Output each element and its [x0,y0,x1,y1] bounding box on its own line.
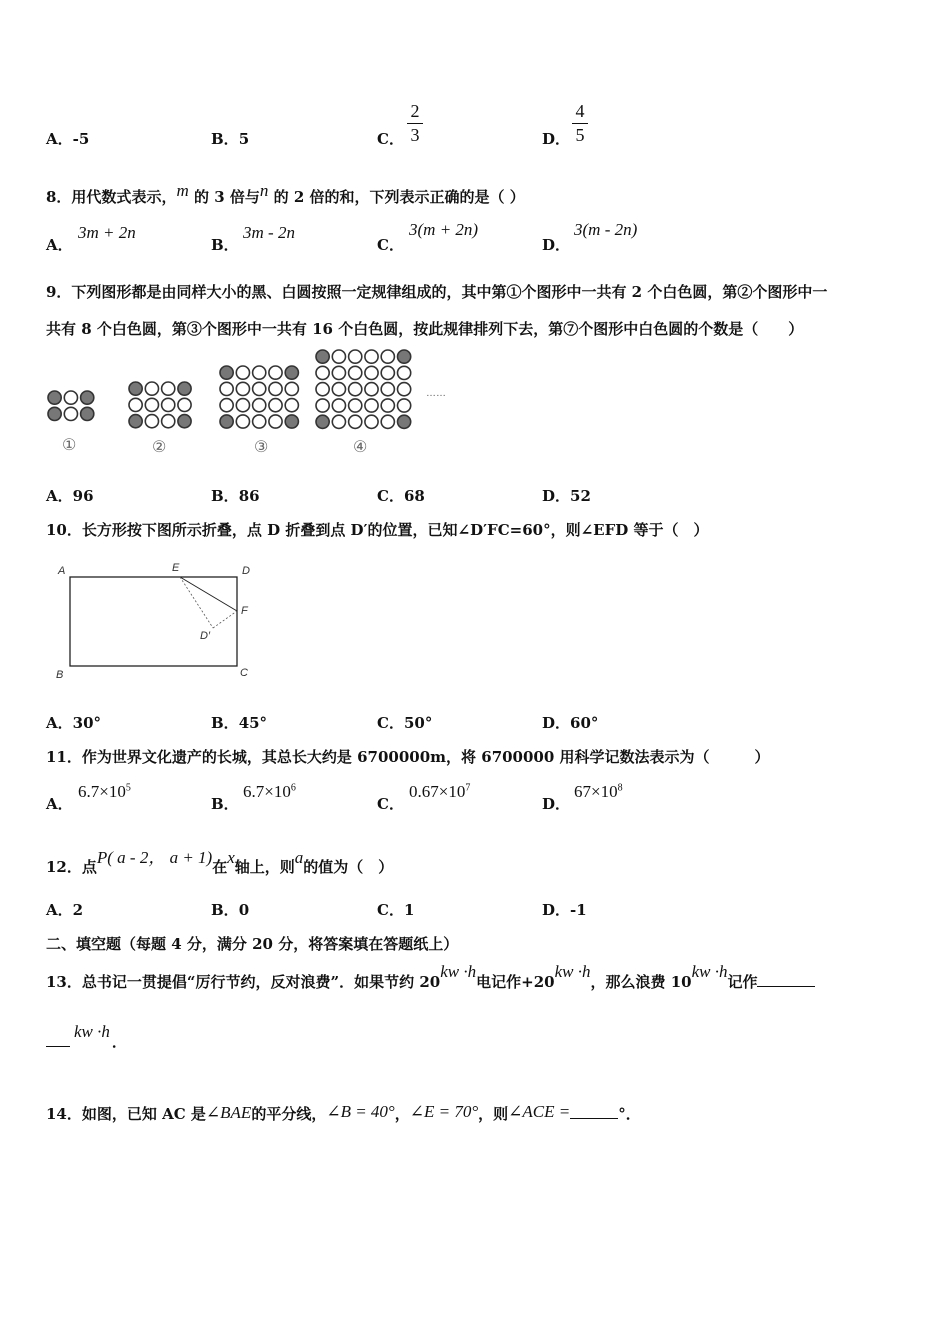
figure-4-circle [316,350,329,363]
q7-option-d-label: D． [542,130,571,148]
figure-2-circle [145,398,158,411]
fold-line-ef [180,577,237,611]
figure-3-circle [220,415,233,428]
figure-3-circle [285,382,298,395]
figure-4-circle [316,415,329,428]
figure-4-circle [365,399,378,412]
q10-option-c: C．50° [377,714,433,732]
figure-3-circle [220,366,233,379]
figure-4-circle [349,399,362,412]
figure-3-circle [269,366,282,379]
figure-4-circle [398,415,411,428]
q8-stem: 8．用代数式表示，m 的 3 倍与n 的 2 倍的和，下列表示正确的是（ ） [46,181,525,206]
q8-option-a-label: A． [46,236,73,254]
section-2-title: 二、填空题（每题 4 分，满分 20 分，将答案填在答题纸上） [46,935,459,953]
point-e-label: E [172,562,180,574]
q7-option-a: A．-5 [46,130,90,148]
q9-option-a: A．96 [46,487,94,505]
figure-4-circle [381,399,394,412]
q13-stem: 13．总书记一贯提倡“厉行节约，反对浪费”．如果节约 20kw ·h电记作+20kw ·h，那么浪费 10kw ·h记作 [46,971,815,992]
q13-answer-blank-cont [46,1046,70,1047]
figure-4-circle [365,383,378,396]
figure-3-circle [236,382,249,395]
q11-option-d-label: D． [542,795,571,813]
q9-option-d: D．52 [542,487,591,505]
q13-answer-blank [757,986,815,987]
figure-2-circle [129,398,142,411]
figure-3-circle [220,382,233,395]
q7-option-d-fraction: 4 5 [572,101,588,146]
figure-label-1: ① [62,437,77,454]
figure-4-circle [365,366,378,379]
q7-option-c-fraction: 2 3 [407,101,423,146]
figure-ellipsis: …… [426,388,446,399]
figure-4-circle [332,383,345,396]
q11-option-b-expr: $6.7\times 10^6$ [243,782,296,801]
point-a-label: A [58,565,66,577]
q12-option-c: C．1 [377,901,415,919]
q12-option-d: D．-1 [542,901,587,919]
circle-patterns [48,350,411,428]
figure-4-circle [381,415,394,428]
figure-3-circle [269,399,282,412]
q8-option-d-expr: 3(m - 2n) [574,220,638,239]
figure-4-circle [381,350,394,363]
q11-stem: 11．作为世界文化遗产的长城，其总长大约是 6700000m，将 6700000 用科学记数法表示为（ ） [46,748,770,766]
figure-3-circle [236,366,249,379]
figure-1-circle [48,407,61,420]
figure-3-circle [285,366,298,379]
figure-3-circle [253,399,266,412]
q10-stem: 10．长方形按下图所示折叠，点 D 折叠到点 D′的位置，已知∠D′FC=60°，则∠EFD 等于（ ） [46,521,709,539]
figure-4-circle [398,399,411,412]
q9-stem-line2: 共有 8 个白色圆，第③个图形中一共有 16 个白色圆，按此规律排列下去，第⑦个图形中白色圆的个数是（ ） [46,320,804,338]
q8-option-a-expr: 3m + 2n [78,223,136,242]
figure-3-circle [236,415,249,428]
q14-answer-blank [570,1118,618,1119]
figure-4-circle [332,399,345,412]
figure-4-circle [332,350,345,363]
q13-stem-continued: kw ·h． [46,1031,127,1052]
q10-rectangle-figure [50,556,270,686]
q9-circle-figures [40,340,470,465]
figure-1-circle [48,391,61,404]
figure-4-circle [349,415,362,428]
q10-option-a: A．30° [46,714,102,732]
q11-option-c-expr: $0.67\times 10^7$ [409,782,471,801]
q12-point: P( a - 2， a + 1) [96,848,213,867]
figure-label-2: ② [152,439,167,456]
figure-4-circle [316,383,329,396]
figure-4-circle [398,350,411,363]
q11-option-a-expr: $6.7\times 10^5$ [78,782,131,801]
figure-4-circle [316,399,329,412]
figure-label-4: ④ [353,439,368,456]
q11-option-a-label: A． [46,795,73,813]
q9-option-b: B．86 [211,487,260,505]
point-b-label: B [56,669,64,681]
figure-2-circle [145,415,158,428]
q11-option-b-label: B． [211,795,239,813]
figure-3-circle [285,415,298,428]
fold-edge-df [213,611,237,628]
figure-1-circle [64,407,77,420]
figure-4-circle [332,415,345,428]
figure-4-circle [381,383,394,396]
rectangle-abcd [70,577,237,666]
q12-stem: 12．点P( a - 2， a + 1)在x轴上，则a的值为（ ） [46,848,394,876]
q7-option-c-label: C． [377,130,404,148]
figure-2-circle [162,415,175,428]
q12-option-a: A．2 [46,901,84,919]
figure-2-circle [178,415,191,428]
q10-option-d: D．60° [542,714,599,732]
figure-2-circle [162,382,175,395]
q8-option-c-label: C． [377,236,404,254]
figure-4-circle [332,366,345,379]
figure-2-circle [129,382,142,395]
figure-4-circle [316,366,329,379]
q12-option-b: B．0 [211,901,250,919]
figure-4-circle [349,383,362,396]
point-dprime-label: D′ [200,630,211,642]
q9-option-c: C．68 [377,487,425,505]
q10-option-b: B．45° [211,714,268,732]
figure-3-circle [285,399,298,412]
point-c-label: C [240,667,248,679]
figure-4-circle [349,366,362,379]
q8-option-b-label: B． [211,236,239,254]
fold-edge-ed [180,577,213,628]
figure-2-circle [178,382,191,395]
q11-option-c-label: C． [377,795,404,813]
figure-2-circle [162,398,175,411]
q11-option-d-expr: $67\times 10^8$ [574,782,623,801]
q8-option-b-expr: 3m - 2n [243,223,295,242]
figure-2-circle [178,398,191,411]
point-d-label: D [242,565,250,577]
figure-3-circle [236,399,249,412]
q14-stem: 14．如图，已知 AC 是∠BAE的平分线，∠B = 40°，∠E = 70°，则∠ACE = °． [46,1102,641,1123]
q7-option-b: B．5 [211,130,250,148]
q8-option-c-expr: 3(m + 2n) [409,220,479,239]
figure-4-circle [398,366,411,379]
figure-4-circle [365,350,378,363]
figure-2-circle [129,415,142,428]
figure-1-circle [64,391,77,404]
figure-3-circle [269,382,282,395]
figure-1-circle [81,407,94,420]
figure-3-circle [253,366,266,379]
q9-stem-line1: 9．下列图形都是由同样大小的黑、白圆按照一定规律组成的，其中第①个图形中一共有 2 个白色圆，第②个图形中一 [46,283,828,301]
figure-3-circle [269,415,282,428]
figure-label-3: ③ [254,439,269,456]
figure-4-circle [398,383,411,396]
figure-2-circle [145,382,158,395]
figure-3-circle [220,399,233,412]
figure-1-circle [81,391,94,404]
q8-option-d-label: D． [542,236,571,254]
figure-4-circle [381,366,394,379]
figure-3-circle [253,415,266,428]
figure-3-circle [253,382,266,395]
point-f-label: F [241,605,248,617]
figure-4-circle [349,350,362,363]
figure-4-circle [365,415,378,428]
